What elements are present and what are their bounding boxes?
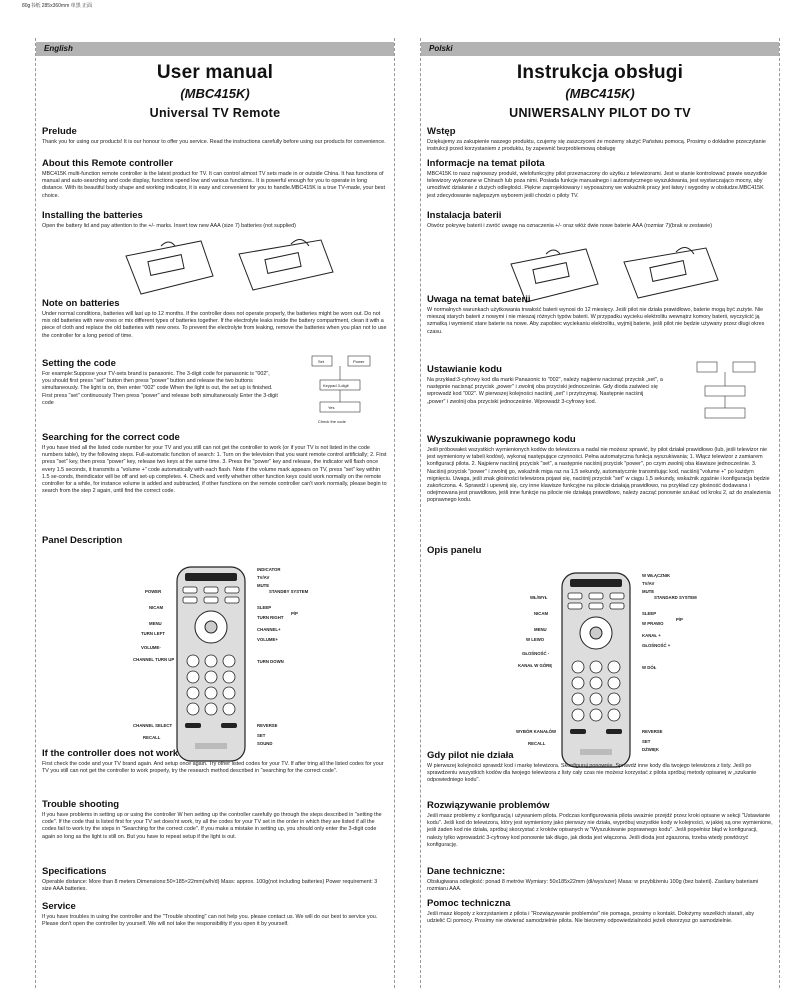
section-text: MBC415K multi-function remote controller is the latest product for TV. It can control almost TV sets made in or outside China. It has functions of manual and auto-searching and code display, functions spend low and various functions.. It is powerful enough for you to operate in long distance. With its beautiful body shape and working indicator, it is easy and convenient for you to handle.MBC415K is a true TV-made, your best choice.: [42, 171, 385, 199]
section-heading: Service: [42, 901, 76, 912]
label-nicam: NICAM: [149, 605, 164, 610]
service-section: [427, 898, 773, 925]
label-standby: STANDBY SYSTEM: [269, 589, 309, 594]
not-working-section: [42, 748, 388, 775]
search-code-section: [427, 434, 773, 505]
not-working-section: [427, 750, 773, 785]
label-sound: DŹWIĘK: [642, 747, 659, 752]
section-text: Obsługiwana odległość: ponad 8 metrów Wymiary: 50x185x22mm (dł/wys/szer) Masa: w przybliżeniu 100g (bez baterii). Zasilany bateriami rozmiaru AAA.: [427, 879, 759, 893]
troubleshooting-section: [427, 800, 773, 849]
page-title: User manual: [156, 62, 274, 83]
svg-text:Check the code: Check the code: [318, 419, 346, 424]
section-text: W pierwszej kolejności sprawdź kod i markę telewizora. Skonfiguruj ponownie. Sprawdź inne kody dla twojego telewizora z listy. Jeśli po sprawdzeniu wszystkich kodów dla twojego telewizora z listy cały czas nie możesz korzystać z pilota spróbuj metody opisanej w „szukanie odpowiedniego kodu".: [427, 763, 757, 784]
section-heading: Wstęp: [427, 126, 456, 137]
section-text: W normalnych warunkach użytkowania trwałość baterii wynosi do 12 miesięcy. Jeśli pilot nie działa prawidłowo, baterie mogą być zużyte. Nie mieszaj starych baterii z nowymi i nie mieszaj różnych typów baterii. W przypadku wycieku elektrolitu wewnątrz komory baterii, wyczyścić ją szmatką i wymienić stare baterie na nowe. Aby zapobiec wyciekaniu elektrolitu, wyjmij baterie, jeśli pilot nie będzie używany przez długi okres czasu.: [427, 307, 765, 335]
section-heading: Specifications: [42, 866, 107, 877]
label-menu: MENU: [534, 627, 547, 632]
section-heading: Rozwiązywanie problemów: [427, 800, 550, 811]
section-heading: Note on batteries: [42, 298, 120, 309]
remote-illustration-english: [133, 565, 309, 770]
section-heading: Wyszukiwanie poprawnego kodu: [427, 434, 576, 445]
label-set: SET: [642, 739, 651, 744]
setting-code-section: [42, 358, 278, 407]
section-text: For example:Suppose your TV-sets brand is panasonic. The 3-digit code for panasonic is "002", you should first press "set" button then press "power" button and release the two buttons simultaneously. The light is on, then enter "002" code When the light is out, the set up is finished. First press "set" continuously Then press "power" and release both simultaneously Enter the 3-digit code: [42, 371, 278, 406]
label-channel-plus: KANAŁ +: [642, 633, 661, 638]
label-turn-right: TURN RIGHT: [257, 615, 284, 620]
label-channel-select: WYBÓR KANAŁÓW: [516, 729, 557, 734]
section-heading: Instalacja baterii: [427, 210, 502, 221]
label-turn-right: W PRAWO: [642, 621, 664, 626]
label-volume-minus: VOLUME-: [141, 645, 161, 650]
label-volume-minus: GŁOŚNOŚĆ -: [522, 651, 550, 656]
subtitle: UNIWERSALNY PILOT DO TV: [509, 106, 691, 120]
remote-illustration-polish: [516, 571, 697, 776]
label-channel-plus: CHANNEL+: [257, 627, 281, 632]
section-heading: Trouble shooting: [42, 799, 120, 810]
section-text: If you have tried all the listed code number for your TV and you still can not get the controller to work (or if your TV is not listed in the code numbers table), try the following steps. Full-automatic function of search: 1. Turn on the television that you want remote control artificially; 2. First press "set" key, then press "power" key, release two keys at the same time. 3. Press the "power" key and release, the indicator will flash once every 1.5 seconds, it transmits a "volume +" code automatically with each flash. Note if the volume mark appears on TV, press "set" key within 1.5 se-conds, theindicator will be off and set-up completes. 4. Check and verify whether other function keys could work normally on the remote controller for a while, for instance volume is added and subtracted, if other functions on the remote controller can't work normally, please begin to search from the step 2 again, until find the correct code.: [42, 445, 387, 495]
label-turn-down: TURN DOWN: [257, 659, 284, 664]
svg-text:Power: Power: [353, 359, 365, 364]
label-volume-plus: VOLUME+: [257, 637, 278, 642]
section-text: Jeśli próbowałeś wszystkich wymienionych kodów do telewizora a nadal nie możesz sprawić, by pilot działał prawidłowo (lub, jeśli telewizor nie jest wymieniony w tabeli kodów), wykonaj następujące czynności. Pełna automatyczna funkcja wyszukiwania; 1. Włącz telewizor z zamiarem konfiguracji pilota. 2. Najpierw naciśnij przycisk "set", a następnie naciśnij przycisk "power", po czym zwolnij oba klawisze jednocześnie. 3. Naciśnij przycisk "power" i zwolnij go, wskaźnik miga raz na 1,5 sekundy, automatycznie transmitując kod, naciśnij "volume +" po każdym mignięciu. Uwaga, jeśli znak głośności telewizora pojawi się, naciśnij przycisk "set" w ciągu 1,5 sekundy, wskaźnik zgaśnie i konfiguracja będzie zakończona. 4. Sprawdź i upewnij się, czy inne klawisze funkcyjne na pilocie działają prawidłowo, na przykład czy głośność dodawana i odejmowana jest prawidłowo, jeśli inne funkcje na pilocie nie działają prawidłowo, należy zacząć ponownie szukać od kroku 2, aż do znalezienia poprawnego kodu.: [427, 447, 771, 504]
remote-control-icon: [556, 571, 636, 771]
label-standby: STANDARD SYSTEM: [654, 595, 697, 600]
language-tab-english: English: [36, 42, 394, 56]
label-set: SET: [257, 733, 266, 738]
section-text: If you have problems in setting up or using the controller W hen setting up the controller carefully go through the steps described in "setting the code". If the code that is listed first for your TV set does'nt work, try all the codes for your TV set in the order in which they are listed if all the codes fail to work try the steps in "Searching for the correct code". If you make a mistake in setting up, you should only enter the 3-digit code again so long as the light is still on. But you have to repeat setup if the light is out.: [42, 812, 382, 840]
english-column: [35, 38, 395, 988]
troubleshooting-section: [42, 799, 388, 841]
section-text: Under normal conditions, batteries will last up to 12 months. If the controller does not operate properly, the batteries might be worn out. Do not mix old batteries with new ones or mix different types of batteries together. If the electrolyte leaks inside the battery compartment, clean it with a piece of cloth and replace the old batteries with new ones. To prevent the electrolyte from leaking, remove the batteries when you plan not to use the controller for a long period of time.: [42, 311, 387, 339]
language-tab-polish: Polski: [421, 42, 779, 56]
label-reverse: REVERSE: [642, 729, 663, 734]
label-menu: MENU: [149, 621, 162, 626]
label-mute: MUTE: [257, 583, 270, 588]
prelude-section: [427, 126, 773, 153]
label-indicator: INDICATOR: [257, 567, 281, 572]
section-text: Open the battery lid and pay attention to the +/- marks. Insert tow new AAA (size 7) batteries (not supplied): [42, 223, 296, 229]
label-volume-plus: GŁOŚNOŚĆ +: [642, 643, 671, 648]
section-heading: Ustawianie kodu: [427, 364, 502, 375]
about-section: [42, 158, 388, 200]
label-turn-left: W LEWO: [526, 637, 545, 642]
setting-code-section: [427, 364, 663, 406]
label-turn-left: TURN LEFT: [141, 631, 165, 636]
svg-text:Keypad 3-digit: Keypad 3-digit: [323, 383, 349, 388]
section-heading: Prelude: [42, 126, 77, 137]
section-heading: About this Remote controller: [42, 158, 173, 169]
section-text: Operable distance: More than 8 meters Dimensions:50×185×22mm(w/h/d) Mass: approx. 100g(not including batteries) Power requirement: 3 size AAA batteries.: [42, 879, 378, 893]
model-number: (MBC415K): [180, 86, 250, 101]
label-sleep: SLEEP: [257, 605, 272, 610]
label-channel-up: KANAŁ W GÓRĘ: [518, 663, 553, 668]
setting-code-flowchart: [683, 356, 775, 434]
section-heading: Panel Description: [42, 535, 123, 546]
label-recall: RECALL: [143, 735, 161, 740]
label-sound: SOUND: [257, 741, 273, 746]
section-heading: Installing the batteries: [42, 210, 143, 221]
section-heading: Uwaga na temat baterii: [427, 294, 531, 305]
label-mute: MUTE: [642, 589, 655, 594]
section-text: If you have troubles in using the controller and the "Trouble shooting" can not help you. please contact us. We will do our best to service you. Please don't open the controller by yourself. We will not take the responsibility if you open it by yourself.: [42, 914, 378, 928]
label-indicator: W WŁĄCZNIK: [642, 573, 671, 578]
section-text: Jeśli masz problemy z konfiguracją i używaniem pilota. Podczas konfigurowania pilota uważnie przejdź przez kroki opisane w sekcji "Ustawianie kodu". Jeśli kod do telewizora, który jest wymieniony jako pierwszy nie działa, wypróbuj wszystkie kody w kolejności, w jakiej są one wymienione, jeśli żaden kod nie działa, spróbuj skorzystać z kroków opisanych w "Wyszukiwanie poprawnego kodu". Jeśli popełnisz błąd w konfiguracji, należy tylko wprowadzić 3-cyfrowy kod ponownie tak długo, jak dioda jest włączona. Jeśli dioda jest zgaszona, trzeba wtedy powtórzyć konfigurację.: [427, 813, 773, 848]
label-channel-up: CHANNEL TURN UP: [133, 657, 175, 662]
battery-note-section: [42, 298, 388, 340]
label-turn-down: W DÓŁ: [642, 665, 657, 670]
section-heading: Setting the code: [42, 358, 116, 369]
section-text: First check the code and your TV brand again. And setup once again. Try other listed codes for your TV. If after tring all the listed codes for your TV you still can not get the controller to work properly, try the research method described in "searching for the correct code".: [42, 761, 384, 775]
label-tvav: TV/AV: [257, 575, 270, 580]
about-section: [427, 158, 773, 200]
specifications-section: [42, 866, 388, 893]
section-text: Thank you for using our products! It is our honour to offer you service. Read the instructions carefully before using our products for convenience.: [42, 139, 386, 145]
remote-control-icon: [171, 565, 251, 765]
label-pp: P/P: [291, 611, 298, 616]
label-sleep: SLEEP: [642, 611, 657, 616]
panel-description-section: [427, 545, 773, 558]
label-nicam: NICAM: [534, 611, 549, 616]
section-text: Jeśli masz kłopoty z korzystaniem z pilota i "Rozwiązywanie problemów" nie pomaga, prosimy o kontakt. Dołożymy wszelkich starań, aby udzielić Ci pomocy. Prosimy nie otwierać samodzielnie pilota. Nie bierzemy odpowiedzialności jeżeli otworzysz go samodzielnie.: [427, 911, 755, 925]
label-reverse: REVERSE: [257, 723, 278, 728]
section-heading: Dane techniczne:: [427, 866, 506, 877]
model-number: (MBC415K): [565, 86, 635, 101]
section-heading: Gdy pilot nie działa: [427, 750, 514, 761]
install-section: [42, 210, 388, 230]
battery-note-section: [427, 294, 773, 336]
subtitle: Universal TV Remote: [149, 106, 281, 120]
print-spec-note: 80g书纸 285x360mm 单黑 正面: [22, 3, 93, 9]
section-heading: Informacje na temat pilota: [427, 158, 545, 169]
section-heading: If the controller does not work: [42, 748, 179, 759]
section-heading: Opis panelu: [427, 545, 482, 556]
label-tvav: TV/AV: [642, 581, 655, 586]
section-text: Otwórz pokrywę baterii i zwróć uwagę na oznaczenia +/- oraz włóż dwie nowe baterie AAA (rozmiar 7)(brak w zestawie): [427, 223, 713, 229]
polish-column: [420, 38, 780, 988]
label-power: POWER: [145, 589, 162, 594]
section-text: Na przykład:3-cyfrowy kod dla marki Panasonic to "002", należy najpierw nacisnąć przycisk „set", a następnie nacisnąć przycisk „power" i zwolnij oba przyciski jednocześnie. Gdy dioda zaświeci się wprowadź kod "002". W pierwszej kolejności naciśnij „set" i przytrzymaj. Następnie naciśnij „power" i zwolnij oba przyciski jednocześnie. Wprowadź 3-cyfrowy kod.: [427, 377, 663, 405]
svg-text:Set: Set: [318, 359, 325, 364]
label-channel-select: CHANNEL SELECT: [133, 723, 173, 728]
section-heading: Pomoc techniczna: [427, 898, 511, 909]
label-power: WŁ/WYŁ: [530, 595, 548, 600]
service-section: [42, 901, 388, 928]
section-text: Dziękujemy za zakupienie naszego produktu, czujemy się zaszczyceni że możemy służyć Państwu pomocą. Prosimy o dokładne przeczytanie instrukcji przed korzystaniem z produktu, by zapewnić bezproblemową obsługę: [427, 139, 766, 153]
section-text: MBC415K to nasz najnowszy produkt, wielofunkcyjny pilot przeznaczony do użytku z telewizorami. Jest w stanie kontrolować prawie wszystkie telewizory wykonane w Chinach lub poza nimi. Posiada funkcje manualnego i automatycznego wyszukiwania, jest wystarczająco mocny, aby umożliwić działanie z dużych odległości. Piękne zaprojektowany i wyposażony we wskaźnik pracy jest łatwy i wygodny w obsłudze.MBC415K jest zdecydowanie najlepszym wyborem jeśli chodzi o piloty TV.: [427, 171, 768, 199]
battery-install-illustration: [121, 236, 341, 298]
search-code-section: [42, 432, 388, 495]
prelude-section: [42, 126, 388, 146]
label-pp: P/P: [676, 617, 683, 622]
specifications-section: [427, 866, 773, 893]
svg-text:Yes: Yes: [328, 405, 335, 410]
install-section: [427, 210, 773, 230]
section-heading: Searching for the correct code: [42, 432, 180, 443]
label-recall: RECALL: [528, 741, 546, 746]
setting-code-flowchart: [298, 350, 390, 428]
page-title: Instrukcja obsługi: [516, 62, 684, 83]
panel-description-section: [42, 535, 388, 548]
